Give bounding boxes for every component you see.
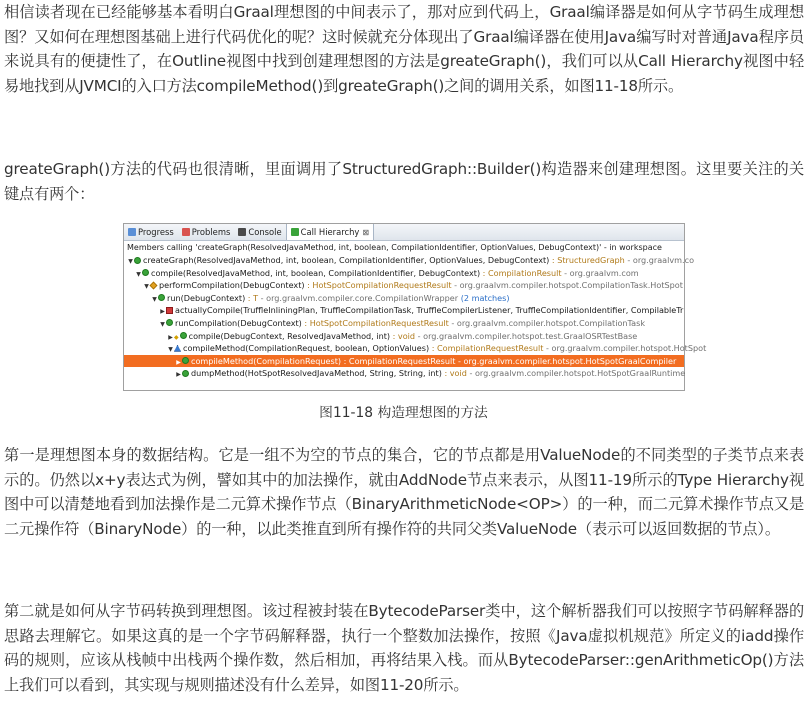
hierarchy-header: Members calling 'createGraph(ResolvedJavaMethod, int, boolean, CompilationIdentifier, OptionValues, DebugContext)' - in workspace (124, 241, 684, 254)
paragraph-1: 相信读者现在已经能够基本看明白Graal理想图的中间表示了，那对应到代码上，Graal编译器是如何从字节码生成理想图？又如何在理想图基础上进行代码优化的呢？这时候就充分体现出了Graal编译器在使用Java编写时对普通Java程序员来说具有的便捷性了，在Outline视图中找到创建理想图的方法是greateGraph()，我们可以从Call Hierarchy视图中轻易地找到从JVMCI的入口方法compileMethod()到greateGraph()之间的调用关系，如图11-18所示。 (4, 3, 804, 95)
tree-row[interactable] (124, 317, 684, 330)
return-type: : void (390, 330, 416, 341)
tab-problems[interactable] (178, 224, 235, 240)
private-method-icon (166, 307, 173, 314)
public-method-icon (166, 319, 173, 326)
collapse-arrow-icon[interactable]: ▼ (144, 283, 149, 291)
collapse-arrow-icon[interactable]: ▼ (168, 346, 173, 354)
tab-console[interactable] (234, 224, 285, 240)
return-type: : CompilationRequestResult (341, 355, 456, 366)
public-method-icon (142, 269, 149, 276)
public-method-icon (158, 294, 165, 301)
declaring-class: - org.graalvm.compiler.core.CompilationWrapper (258, 292, 459, 303)
view-tab-bar (124, 224, 684, 241)
tree-row[interactable] (124, 267, 684, 280)
tree-row[interactable] (124, 330, 684, 343)
declaring-class: - org.graalvm.compiler.hotspot.test.GraalOSRTestBase (415, 330, 638, 341)
return-type: : StructuredGraph (549, 255, 625, 265)
override-marker-icon: ◆ (174, 333, 179, 341)
tree-row[interactable] (124, 304, 684, 317)
tree-row-selected[interactable] (124, 355, 684, 368)
protected-method-icon (150, 281, 158, 289)
declaring-class: - org.graalvm.compiler.hotspot.HotSpotGraalCompiler (455, 355, 677, 366)
public-method-icon (134, 257, 141, 264)
collapse-arrow-icon[interactable]: ▼ (160, 320, 165, 328)
method-signature: compile(ResolvedJavaMethod, int, boolean, CompilationIdentifier, DebugContext) (151, 267, 481, 278)
progress-icon (128, 228, 136, 236)
collapse-arrow-icon[interactable]: ▼ (136, 270, 141, 278)
return-type: : void (441, 368, 467, 379)
method-signature: compile(DebugContext, ResolvedJavaMethod, int) (188, 330, 391, 341)
public-method-icon (180, 332, 187, 339)
declaring-class: - org.graalvm.com (561, 267, 639, 278)
method-signature: performCompilation(DebugContext) (159, 280, 305, 291)
return-type: : T (245, 292, 259, 303)
declaring-class: - org.graalvm.compiler.hotspot.CompilationTask.HotSpot (451, 280, 683, 291)
paragraph-4: 第二就是如何从字节码转换到理想图。该过程被封装在BytecodeParser类中，这个解析器我们可以按照字节码解释器的思路去理解它。如果这真的是一个字节码解释器，执行一个整数加法操作，按照《Java虚拟机规范》所定义的iadd操作码的规则，应该从栈帧中出栈两个操作数，然后相加，再将结果入栈。而从BytecodeParser::genArithmeticOp()方法上我们可以看到，其实现与规则描述没有什么差异，如图11-20所示。 (4, 602, 804, 694)
expand-arrow-icon[interactable]: ▶ (168, 333, 173, 341)
tab-progress[interactable] (124, 224, 178, 240)
method-signature: runCompilation(DebugContext) (175, 317, 302, 328)
method-signature: actuallyCompile(TruffleInliningPlan, TruffleCompilationTask, TruffleCompilerListener, TruffleCompilationIdentifier, CompilableTr (175, 305, 684, 316)
hierarchy-tree (124, 254, 707, 380)
package-method-icon (174, 345, 181, 352)
problems-icon (182, 228, 190, 236)
return-type: : HotSpotCompilationRequestResult (304, 280, 452, 291)
method-signature: compileMethod(CompilationRequest, boolean, OptionValues) (183, 343, 430, 354)
return-type: : CompilationRequestResult (429, 343, 544, 354)
tab-label: Progress (138, 227, 174, 237)
tab-label: Call Hierarchy (300, 227, 360, 237)
tree-row[interactable] (124, 279, 684, 292)
return-type: : HotSpotCompilationRequestResult (301, 317, 449, 328)
console-icon (238, 228, 246, 236)
tree-row[interactable] (124, 292, 684, 305)
expand-arrow-icon[interactable]: ▶ (176, 371, 181, 379)
collapse-arrow-icon[interactable]: ▼ (128, 258, 133, 265)
declaring-class: - org.graalvm.compiler.hotspot.HotSpot (543, 343, 707, 354)
declaring-class: - org.graalvm.compiler.hotspot.CompilationTask (448, 317, 646, 328)
figure-caption: 图11-18 构造理想图的方法 (319, 405, 488, 421)
paragraph-2: greateGraph()方法的代码也很清晰，里面调用了StructuredGraph::Builder()构造器来创建理想图。这里要关注的关键点有两个： (4, 160, 804, 203)
collapse-arrow-icon[interactable]: ▼ (152, 295, 157, 303)
tree-row[interactable] (124, 342, 707, 355)
tree-row[interactable] (124, 367, 684, 380)
method-signature: compileMethod(CompilationRequest) (191, 355, 342, 366)
expand-arrow-icon[interactable]: ▶ (176, 358, 181, 366)
method-signature: createGraph(ResolvedJavaMethod, int, boolean, CompilationIdentifier, OptionValues, DebugContext) (143, 255, 550, 265)
public-method-icon (182, 357, 189, 364)
call-hierarchy-icon (291, 228, 299, 236)
tab-label: Problems (191, 227, 231, 237)
paragraph-3: 第一是理想图本身的数据结构。它是一组不为空的节点的集合，它的节点都是用ValueNode的不同类型的子类节点来表示的。仍然以x+y表达式为例，譬如其中的加法操作，就由AddNode节点来表示，从图11-19所示的Type Hierarchy视图中可以清楚地看到加法操作是二元算术操作节点（BinaryArithmeticNode<OP>）的一种，而二元算术操作节点又是二元操作符（BinaryNode）的一种，以此类推直到所有操作符的共同父类ValueNode（表示可以返回数据的节点）。 (4, 446, 804, 538)
tab-call-hierarchy[interactable] (286, 224, 374, 240)
declaring-class: - org.graalvm.compiler.hotspot.HotSpotGraalRuntime (466, 368, 686, 379)
return-type: : CompilationResult (480, 267, 562, 278)
tree-row[interactable] (124, 254, 695, 267)
public-method-icon (182, 370, 189, 377)
declaring-class: - org.graalvm.co (624, 255, 695, 265)
tab-label: Console (248, 227, 282, 237)
method-signature: run(DebugContext) (167, 292, 246, 303)
match-count: (2 matches) (458, 292, 510, 303)
call-hierarchy-screenshot (123, 223, 707, 391)
expand-arrow-icon[interactable]: ▶ (160, 308, 165, 316)
method-signature: dumpMethod(HotSpotResolvedJavaMethod, String, String, int) (191, 368, 442, 379)
close-icon[interactable]: ⊠ (362, 227, 370, 237)
